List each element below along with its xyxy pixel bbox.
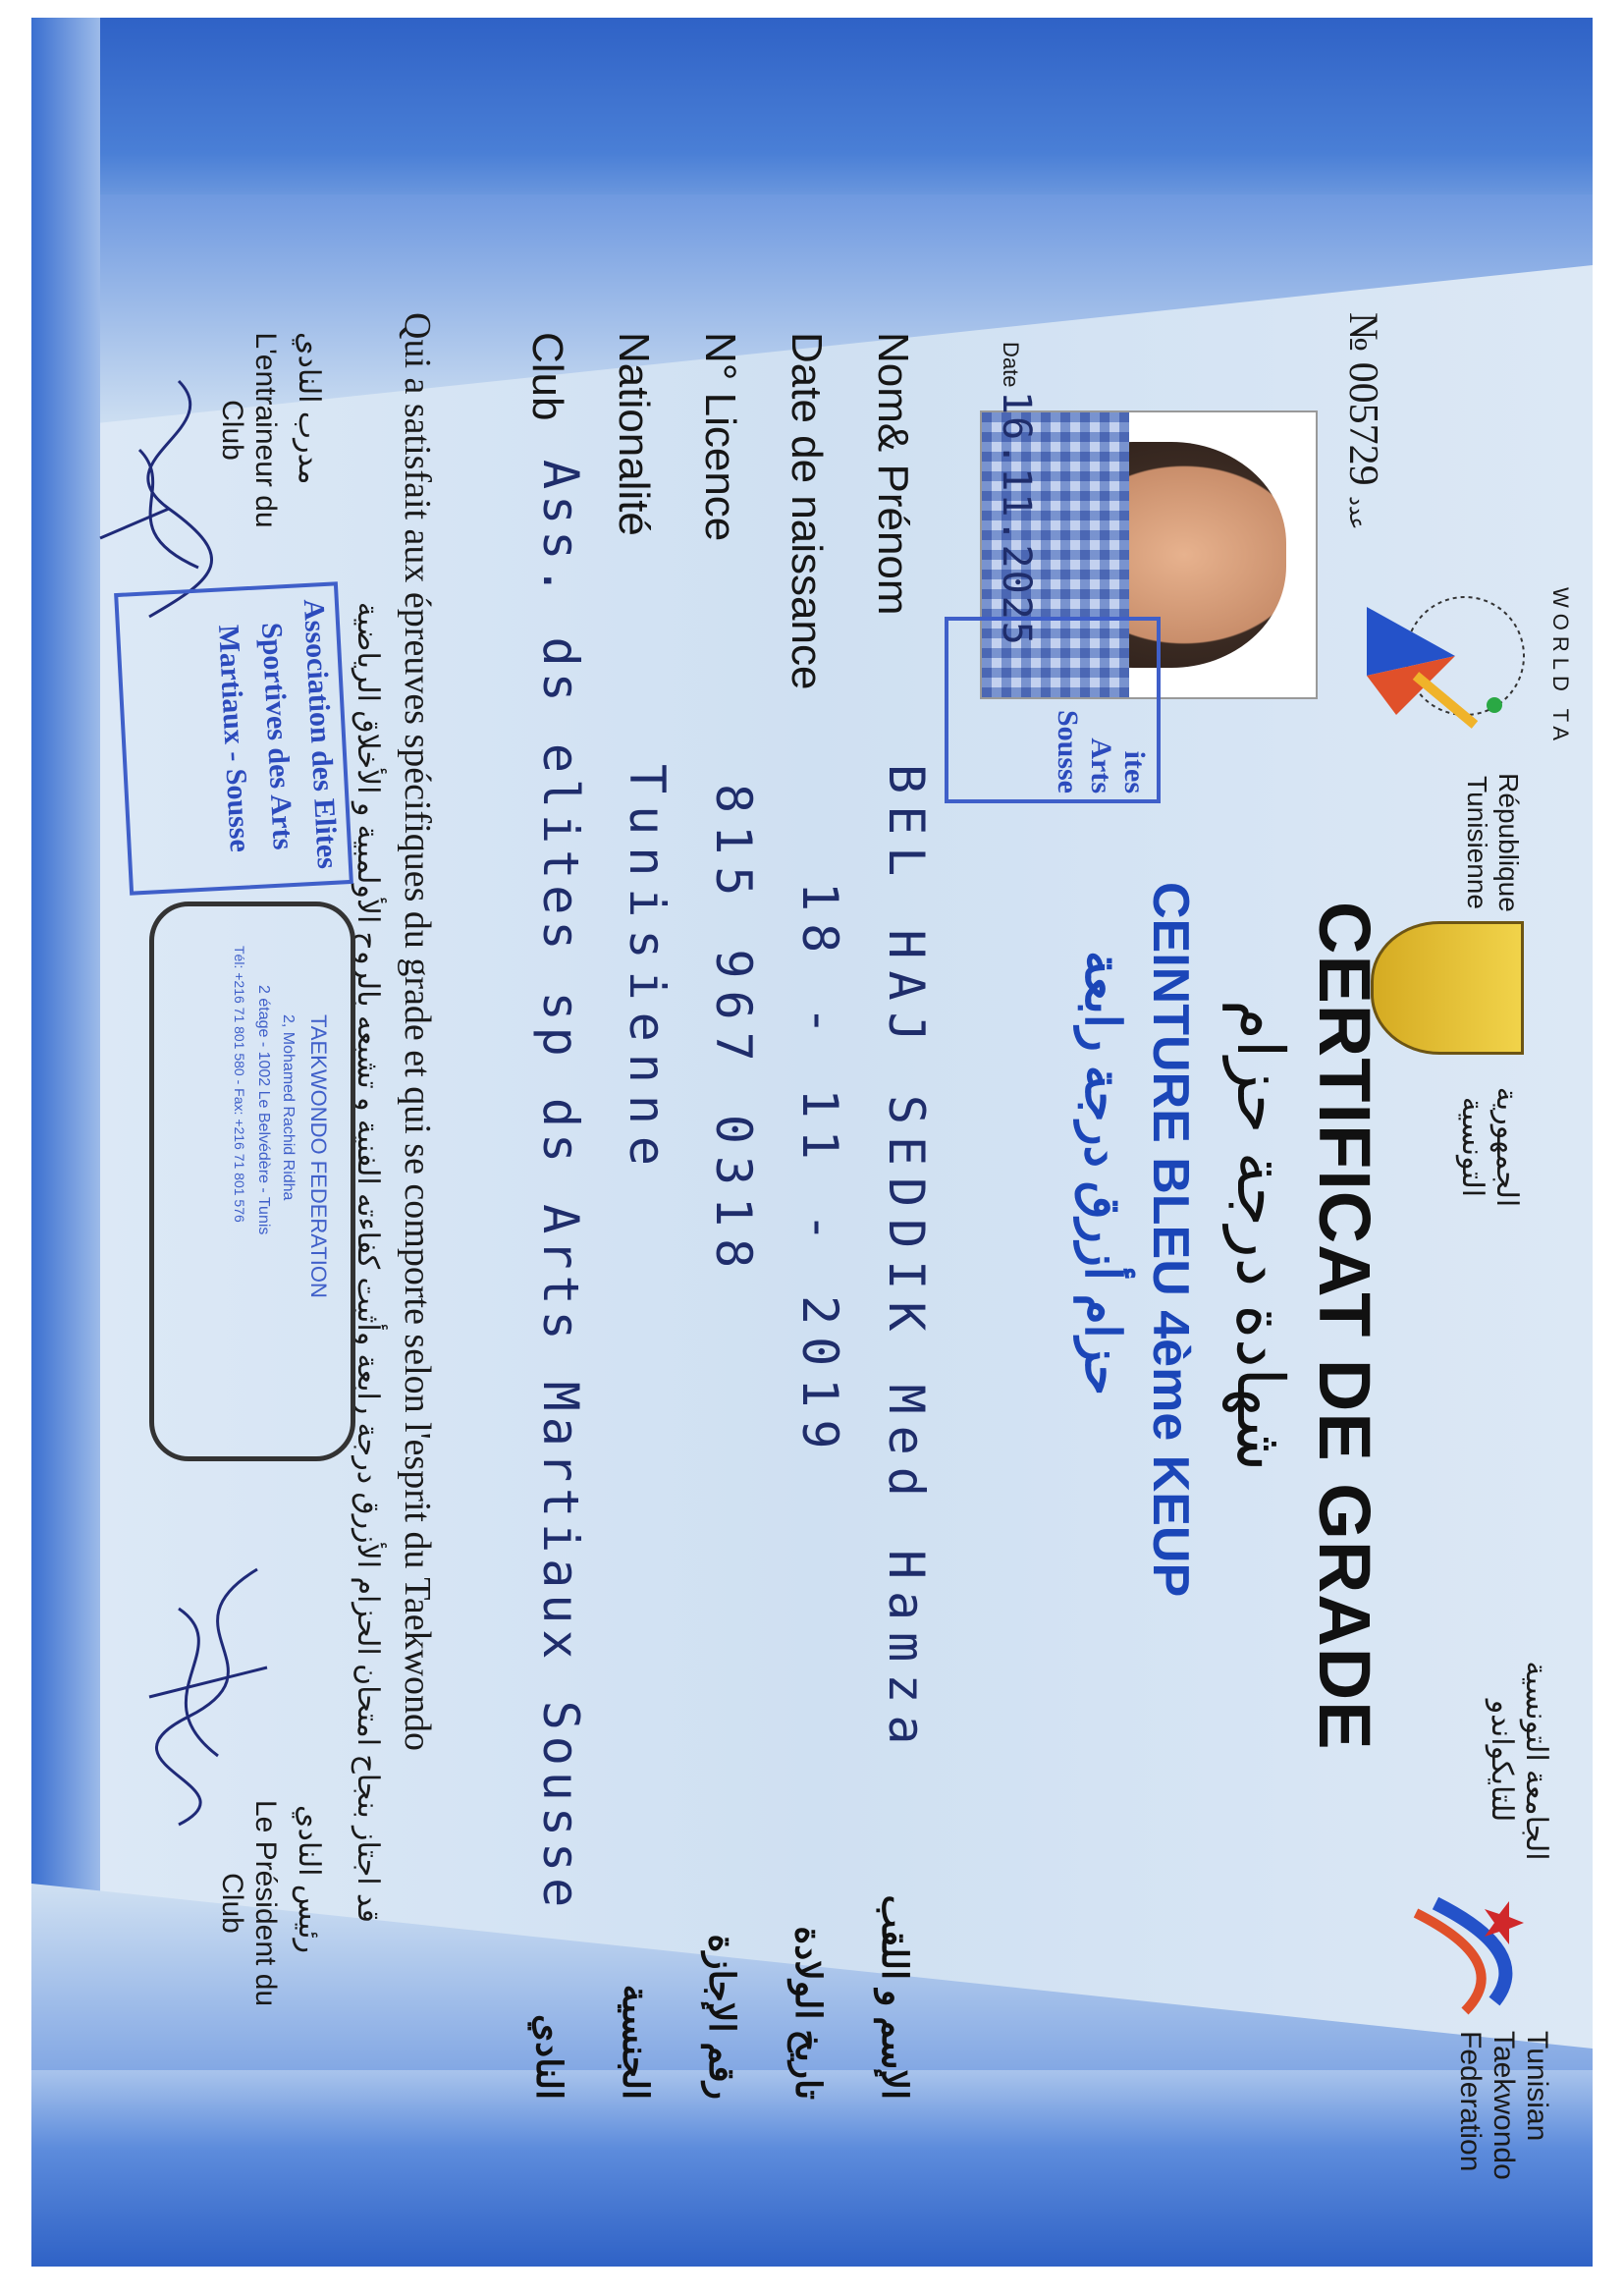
federation-stamp-line4: Tél: +216 71 801 580 - Fax: +216 71 801 576 (232, 946, 247, 1223)
certificate-number-label-ar: عدد (1345, 496, 1370, 530)
certificate-content (31, 18, 1593, 2267)
federation-stamp-line3: 2 étage - 1002 Le Belvédère - Tunis (255, 985, 272, 1235)
field-club-label-ar: النادي (529, 2013, 569, 2100)
field-nationality-label: Nationalité (610, 332, 658, 536)
federation-stamp-line1: TAEKWONDO FEDERATION (306, 1014, 331, 1298)
republic-fr: République Tunisienne (1462, 773, 1524, 912)
photo-date-label: Date (999, 342, 1023, 388)
club-stamp (114, 581, 353, 896)
belt-fr: CEINTURE BLEU 4ème KEUP (1142, 882, 1199, 1598)
field-birthdate-label: Date de naissance (783, 332, 831, 690)
field-birthdate (770, 332, 848, 2100)
republic-ar: الجمهورية التونسية (1456, 1086, 1523, 1208)
club-stamp-line2: Sportives des Arts (254, 622, 299, 851)
statement-fr: Qui a satisfait aux épreuves spécifiques du grade et qui se comporte selon l'esprit du Taekwondo (397, 312, 438, 1752)
field-birthdate-label-ar: تاريخ الولادة (788, 1926, 829, 2100)
photo-date-stamp (954, 342, 1062, 735)
club-stamp-line3: Martiaux - Sousse (211, 624, 257, 853)
federation-en: Tunisian Taekwondo Federation (1454, 2031, 1553, 2180)
certificate-number (1339, 312, 1386, 530)
field-club-label: Club (523, 332, 571, 421)
president-label-fr: Le Président du Club (216, 1799, 282, 2007)
field-name-value: BEL HAJ SEDDIK Med Hamza (878, 764, 935, 1757)
title-fr: CERTIFICAT DE GRADE (1304, 902, 1385, 1751)
field-licence-label: N° Licence (696, 332, 744, 542)
federation-ar: الجامعة التونسية للتايكواندو (1486, 1661, 1552, 1861)
president-label-ar: رئيس النادي (293, 1805, 325, 1953)
world-logo-text: WORLD TA (1548, 587, 1573, 747)
coach-label-ar: مدرب النادي (293, 332, 325, 485)
coach-label-fr: L'entraineur du Club (216, 332, 282, 528)
field-nationality-label-ar: الجنسية (616, 1984, 656, 2100)
federation-stamp-line2: 2, Mohamed Rachid Ridha (280, 1014, 297, 1201)
photo-stamp-partial: ites Arts Sousse (945, 617, 1161, 803)
photo-date-value: 16.11.2025 (994, 391, 1039, 647)
belt-ar: حزام أزرق درجة رابعة (1075, 951, 1130, 1396)
federation-logo (1396, 1884, 1553, 2021)
field-nationality (597, 332, 676, 2100)
field-name-label: Nom& Prénom (869, 332, 917, 616)
federation-stamp (149, 902, 355, 1461)
field-licence-label-ar: رقم الإجازة (702, 1934, 742, 2100)
field-birthdate-value: 18 - 11 - 2019 (791, 882, 848, 1461)
certificate-number-label: № (1340, 312, 1385, 353)
field-club (511, 332, 589, 2100)
certificate-number-value: 005729 (1340, 361, 1385, 486)
field-nationality-value: Tunisienne (619, 764, 676, 1178)
title-ar: شهادة درجة حزام (1224, 1000, 1297, 1472)
field-name (856, 332, 935, 2100)
field-licence-value: 815 967 0318 (705, 784, 762, 1281)
club-stamp-line1: Association des Elites (297, 598, 345, 870)
world-taekwondo-logo-icon (1337, 568, 1534, 744)
federation-logo-icon (1396, 1884, 1553, 2021)
fields-block (444, 332, 935, 2100)
field-name-label-ar: الإسم و اللقب (875, 1894, 915, 2100)
field-licence (683, 332, 762, 2100)
field-club-value: Ass. ds elites sp ds Arts Martiaux Sousse (532, 460, 589, 1914)
statement-ar: قد اجتاز بنجاح امتحان الحزام الأزرق درجة رابعة وأثبت كفاءته الفنية و تشبعه بالروح الأولمبية و الأخلاق الرياضية (352, 601, 384, 1923)
world-taekwondo-logo (1337, 568, 1534, 744)
tunisia-emblem-icon (1371, 921, 1524, 1055)
